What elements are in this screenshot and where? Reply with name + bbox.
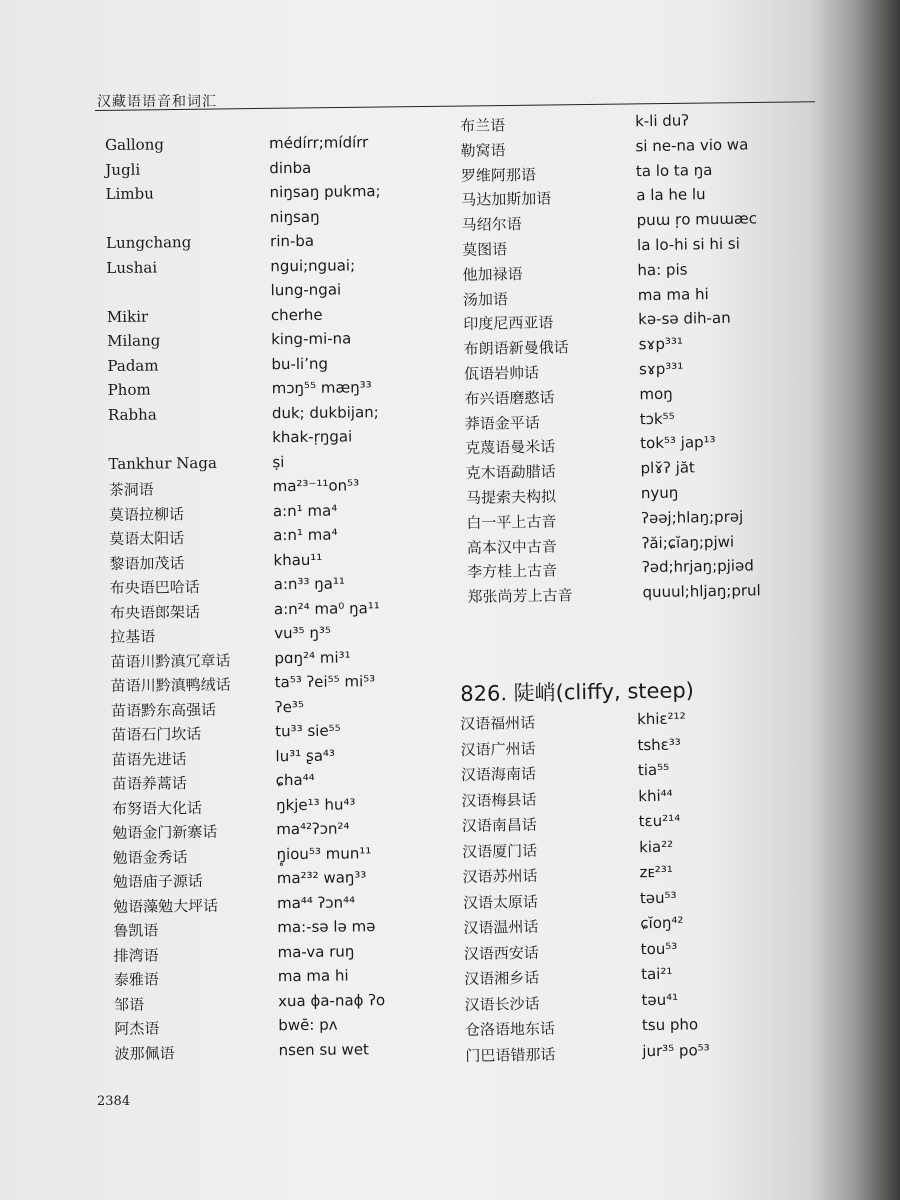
language-name: 他加禄语	[462, 264, 523, 284]
word-form: pɑŋ²⁴ mi³¹	[274, 647, 351, 667]
language-name: 莫图语	[461, 240, 508, 259]
entry-row	[460, 709, 705, 738]
word-form: a:n¹ ma⁴	[273, 525, 338, 545]
language-name: 汉语苏州话	[462, 866, 538, 886]
word-form: ɕha⁴⁴	[275, 770, 315, 790]
word-form: ʔe³⁵	[274, 697, 305, 716]
language-name: Milang	[107, 331, 161, 350]
language-name: 邹语	[114, 995, 145, 1014]
language-name: 汉语长沙话	[464, 994, 540, 1014]
word-form: ṣi	[272, 452, 285, 471]
language-name: 莫语太阳话	[109, 529, 185, 548]
word-form: sɤp³³¹	[638, 359, 684, 379]
entry-row	[109, 501, 384, 528]
entry-row	[108, 403, 383, 430]
word-form: ʔăi;ɕĭaŋ;pjwi	[641, 532, 735, 552]
language-name: 勒窝语	[460, 141, 506, 160]
language-name: 布央语郎架话	[109, 602, 201, 622]
word-form: tɛu²¹⁴	[638, 811, 681, 831]
page-number: 2384	[97, 1094, 131, 1109]
word-form: plɤ̆ʔ jăt	[640, 458, 696, 478]
entry-row	[107, 280, 382, 307]
language-name: 苗语养蒿话	[111, 774, 187, 793]
entry-row	[111, 697, 386, 724]
entry-row	[462, 811, 707, 840]
word-form: ʔəəj;hlaŋ;prəj	[641, 507, 744, 527]
word-form: ngui;nguai;	[270, 255, 356, 275]
language-name: 汉语梅县话	[461, 790, 537, 810]
language-name: 克木语勐腊话	[465, 462, 556, 483]
language-name: 门巴语错那话	[465, 1045, 556, 1065]
language-name: Jugli	[105, 160, 141, 179]
entry-row	[110, 623, 385, 650]
entry-row	[467, 581, 763, 610]
entry-row	[113, 942, 388, 969]
entry-row	[461, 760, 706, 789]
entry-row	[463, 888, 708, 917]
language-name: 苗语黔东高强话	[110, 700, 217, 720]
language-name: 泰雅语	[113, 970, 159, 989]
entry-row	[114, 966, 389, 993]
word-form: ma⁴⁴ ʔɔn⁴⁴	[276, 892, 356, 912]
entry-row	[112, 819, 387, 846]
language-name: 莫语拉柳话	[108, 504, 185, 524]
right-column	[460, 110, 763, 611]
word-form: moŋ	[639, 384, 673, 403]
word-form: king-mi-na	[271, 329, 352, 349]
word-form: k-li duʔ	[634, 111, 690, 131]
word-form: ma-va ruŋ	[277, 941, 355, 961]
language-name: 汉语太原话	[462, 892, 539, 912]
entry-row	[112, 844, 387, 871]
section-entries	[460, 709, 710, 1070]
word-form: ʔəd;hrjaŋ;pjiəd	[641, 556, 754, 577]
entry-row	[114, 1015, 389, 1042]
language-name: 勉语金秀话	[112, 847, 188, 867]
word-form: a:n²⁴ ma⁰ ŋa¹¹	[273, 598, 380, 618]
language-name: 茶洞语	[108, 480, 154, 499]
entry-row	[111, 721, 386, 748]
word-form: a la he lu	[636, 185, 706, 205]
entry-row	[462, 837, 707, 866]
language-name: 勉语金门新寨话	[112, 822, 218, 842]
word-form: jur³⁵ po⁵³	[642, 1040, 710, 1060]
word-form: sɤp³³¹	[638, 334, 684, 354]
word-form: tshɛ³³	[637, 735, 681, 754]
language-name: 勉语藻勉大坪话	[112, 896, 219, 916]
language-name: 阿杰语	[114, 1019, 160, 1038]
language-name: 布努语大化话	[111, 798, 203, 818]
entry-row	[114, 991, 389, 1018]
language-name: 马提索夫构拟	[465, 487, 557, 507]
language-name: 李方桂上古音	[467, 561, 558, 582]
language-name: 苗语川黔滇鸭绒话	[110, 675, 231, 695]
entry-row	[105, 158, 380, 185]
word-form: dinba	[269, 158, 312, 177]
word-form: ta lo ta ŋa	[635, 160, 713, 180]
word-form: khiɛ²¹²	[636, 709, 686, 729]
entry-row	[464, 964, 709, 993]
entry-row	[463, 913, 708, 942]
word-form: ma⁴²ʔɔn²⁴	[276, 819, 350, 839]
word-form: la lo-hi si hi si	[636, 234, 740, 255]
word-form: lu³¹ ʂa⁴³	[275, 746, 336, 765]
word-form: tsu pho	[641, 1015, 699, 1035]
word-form: mɔŋ⁵⁵ mæŋ³³	[271, 378, 372, 398]
language-name: 布兴语磨憨话	[464, 388, 555, 408]
entry-row	[107, 329, 382, 356]
entry-row	[462, 862, 707, 891]
language-name: 汉语广州话	[460, 739, 536, 759]
word-form: bu-li’ng	[271, 354, 329, 373]
language-name: 苗语石门坎话	[111, 725, 202, 744]
left-column	[105, 133, 390, 1067]
entry-row	[113, 917, 388, 944]
word-form: ta⁵³ ʔei⁵⁵ mi⁵³	[274, 672, 376, 692]
language-name: 马绍尔语	[461, 215, 522, 235]
language-name: 马达加斯加语	[461, 189, 552, 210]
language-name: 克蔑语曼米话	[465, 437, 556, 458]
word-form: niŋsaŋ	[269, 207, 320, 226]
word-form: rin-ba	[270, 231, 315, 251]
entry-row	[108, 452, 383, 479]
section-heading	[460, 674, 694, 708]
word-form: zᴇ²³¹	[639, 862, 673, 882]
language-name: 佤语岩帅话	[463, 363, 540, 383]
word-form: tu³³ sie⁵⁵	[275, 721, 341, 741]
word-form: ma ma hi	[277, 966, 349, 986]
word-form: duk; dukbijan;	[271, 402, 379, 422]
language-name: 罗维阿那语	[460, 165, 537, 185]
language-name: 苗语川黔滇冗章话	[110, 651, 231, 671]
language-name: 汤加语	[462, 289, 509, 309]
entry-row	[109, 476, 384, 503]
language-name: Lushai	[106, 257, 158, 277]
language-name: 布兰语	[460, 116, 506, 135]
word-form: təu⁴¹	[641, 990, 679, 1009]
language-name: Phom	[107, 380, 151, 399]
language-name: 布朗语新曼俄话	[463, 338, 569, 359]
word-form: si ne-na vio wa	[635, 135, 749, 156]
entry-row	[110, 574, 385, 601]
language-name: Rabha	[107, 404, 157, 424]
entry-row	[465, 1015, 710, 1044]
entry-row	[465, 1041, 710, 1070]
word-form: a:n³³ ŋa¹¹	[273, 574, 346, 594]
language-name: 汉语厦门话	[462, 841, 538, 861]
section-number: 826.	[460, 681, 508, 706]
word-form: tok⁵³ jap¹³	[640, 433, 716, 453]
language-name: 莽语金平话	[464, 413, 540, 433]
word-form: tɔk⁵⁵	[639, 409, 675, 428]
entry-row	[460, 735, 705, 764]
language-name: 白一平上古音	[466, 512, 557, 532]
entry-row	[105, 133, 380, 160]
word-form: tai²¹	[640, 964, 673, 984]
word-form: kə-sə dih-an	[638, 309, 731, 329]
running-head: 汉藏语语音和词汇	[97, 94, 217, 110]
language-name: 勉语庙子源话	[112, 872, 203, 891]
word-form: niŋsaŋ pukma;	[269, 182, 381, 202]
entry-row	[109, 550, 384, 577]
entry-row	[106, 256, 381, 283]
word-form: khau¹¹	[273, 550, 323, 569]
language-name: 汉语海南话	[460, 764, 537, 784]
word-form: ma:-sə lə mə	[277, 917, 376, 937]
word-form: a:n¹ ma⁴	[272, 501, 338, 520]
section-title: 陡峭(cliffy, steep)	[513, 678, 695, 706]
language-name: 黎语加茂话	[109, 553, 185, 573]
entry-row	[107, 354, 382, 381]
language-name: 苗语先进话	[111, 749, 187, 769]
language-name: 高本汉中古音	[466, 537, 557, 557]
entry-row	[107, 305, 382, 332]
word-form: vu³⁵ ŋ³⁵	[274, 623, 332, 643]
word-form: ma ma hi	[637, 284, 709, 304]
language-name: Mikir	[106, 307, 149, 326]
entry-row	[112, 770, 387, 797]
language-name: 汉语南昌话	[461, 815, 537, 835]
word-form: ŋ̥iou⁵³ mun¹¹	[276, 843, 372, 863]
entry-row	[108, 427, 383, 454]
language-name: 拉基语	[110, 627, 156, 646]
language-name: Limbu	[105, 184, 154, 203]
entry-row	[108, 378, 383, 405]
word-form: ma²³⁻¹¹on⁵³	[272, 476, 360, 496]
language-name: Gallong	[105, 135, 165, 154]
entry-row	[111, 746, 386, 773]
word-form: khak-ṛŋgai	[272, 427, 353, 447]
language-name: 郑张尚芳上古音	[467, 586, 573, 607]
word-form: xua ɸa-naɸ ʔo	[277, 990, 386, 1010]
language-name: 排湾语	[113, 945, 159, 965]
word-form: nyuŋ	[640, 483, 679, 503]
language-name: 汉语湘乡话	[464, 968, 540, 988]
word-form: puɯ ŗo muɯæc	[636, 209, 758, 230]
word-form: cherhe	[270, 305, 323, 324]
language-name: 汉语温州话	[463, 917, 539, 937]
language-name: 汉语福州话	[460, 713, 536, 733]
entry-row	[114, 1040, 389, 1067]
word-form: təu⁵³	[639, 888, 677, 907]
entry-row	[461, 786, 706, 815]
language-name: 布央语巴哈话	[109, 578, 200, 597]
word-form: tia⁵⁵	[637, 760, 670, 780]
entry-row	[113, 868, 388, 895]
word-form: lung-ngai	[270, 280, 342, 300]
word-form: bwē: pʌ	[278, 1015, 338, 1035]
word-form: quuul;hljaŋ;prul	[642, 581, 761, 602]
language-name: 仓洛语地东话	[464, 1019, 556, 1039]
entry-row	[106, 182, 381, 209]
entry-row	[112, 795, 387, 822]
language-name: Tankhur Naga	[108, 453, 217, 473]
word-form: médírr;mídírr	[268, 133, 369, 153]
language-name: Lungchang	[106, 233, 192, 252]
entry-row	[113, 893, 388, 920]
language-name: 波那佩语	[114, 1043, 175, 1063]
entry-row	[106, 231, 381, 258]
entry-row	[111, 672, 386, 699]
entry-row	[464, 939, 709, 968]
word-form: tou⁵³	[640, 939, 678, 958]
entry-row	[110, 599, 385, 626]
language-name: 印度尼西亚语	[463, 313, 554, 334]
language-name: 汉语西安话	[463, 943, 539, 963]
word-form: kia²²	[638, 837, 674, 856]
word-form: ɕĭoŋ⁴²	[640, 913, 684, 933]
word-form: ha: pis	[637, 260, 688, 280]
word-form: khi⁴⁴	[638, 786, 673, 805]
entry-row	[464, 990, 709, 1019]
language-name: 鲁凯语	[113, 921, 159, 940]
language-name: Padam	[107, 355, 159, 375]
word-form: ma²³² waŋ³³	[276, 868, 367, 888]
entry-row	[110, 648, 385, 675]
entry-row	[106, 207, 381, 234]
entry-row	[109, 525, 384, 552]
word-form: ŋkje¹³ hu⁴³	[275, 794, 356, 814]
word-form: nsen su wet	[278, 1039, 369, 1059]
